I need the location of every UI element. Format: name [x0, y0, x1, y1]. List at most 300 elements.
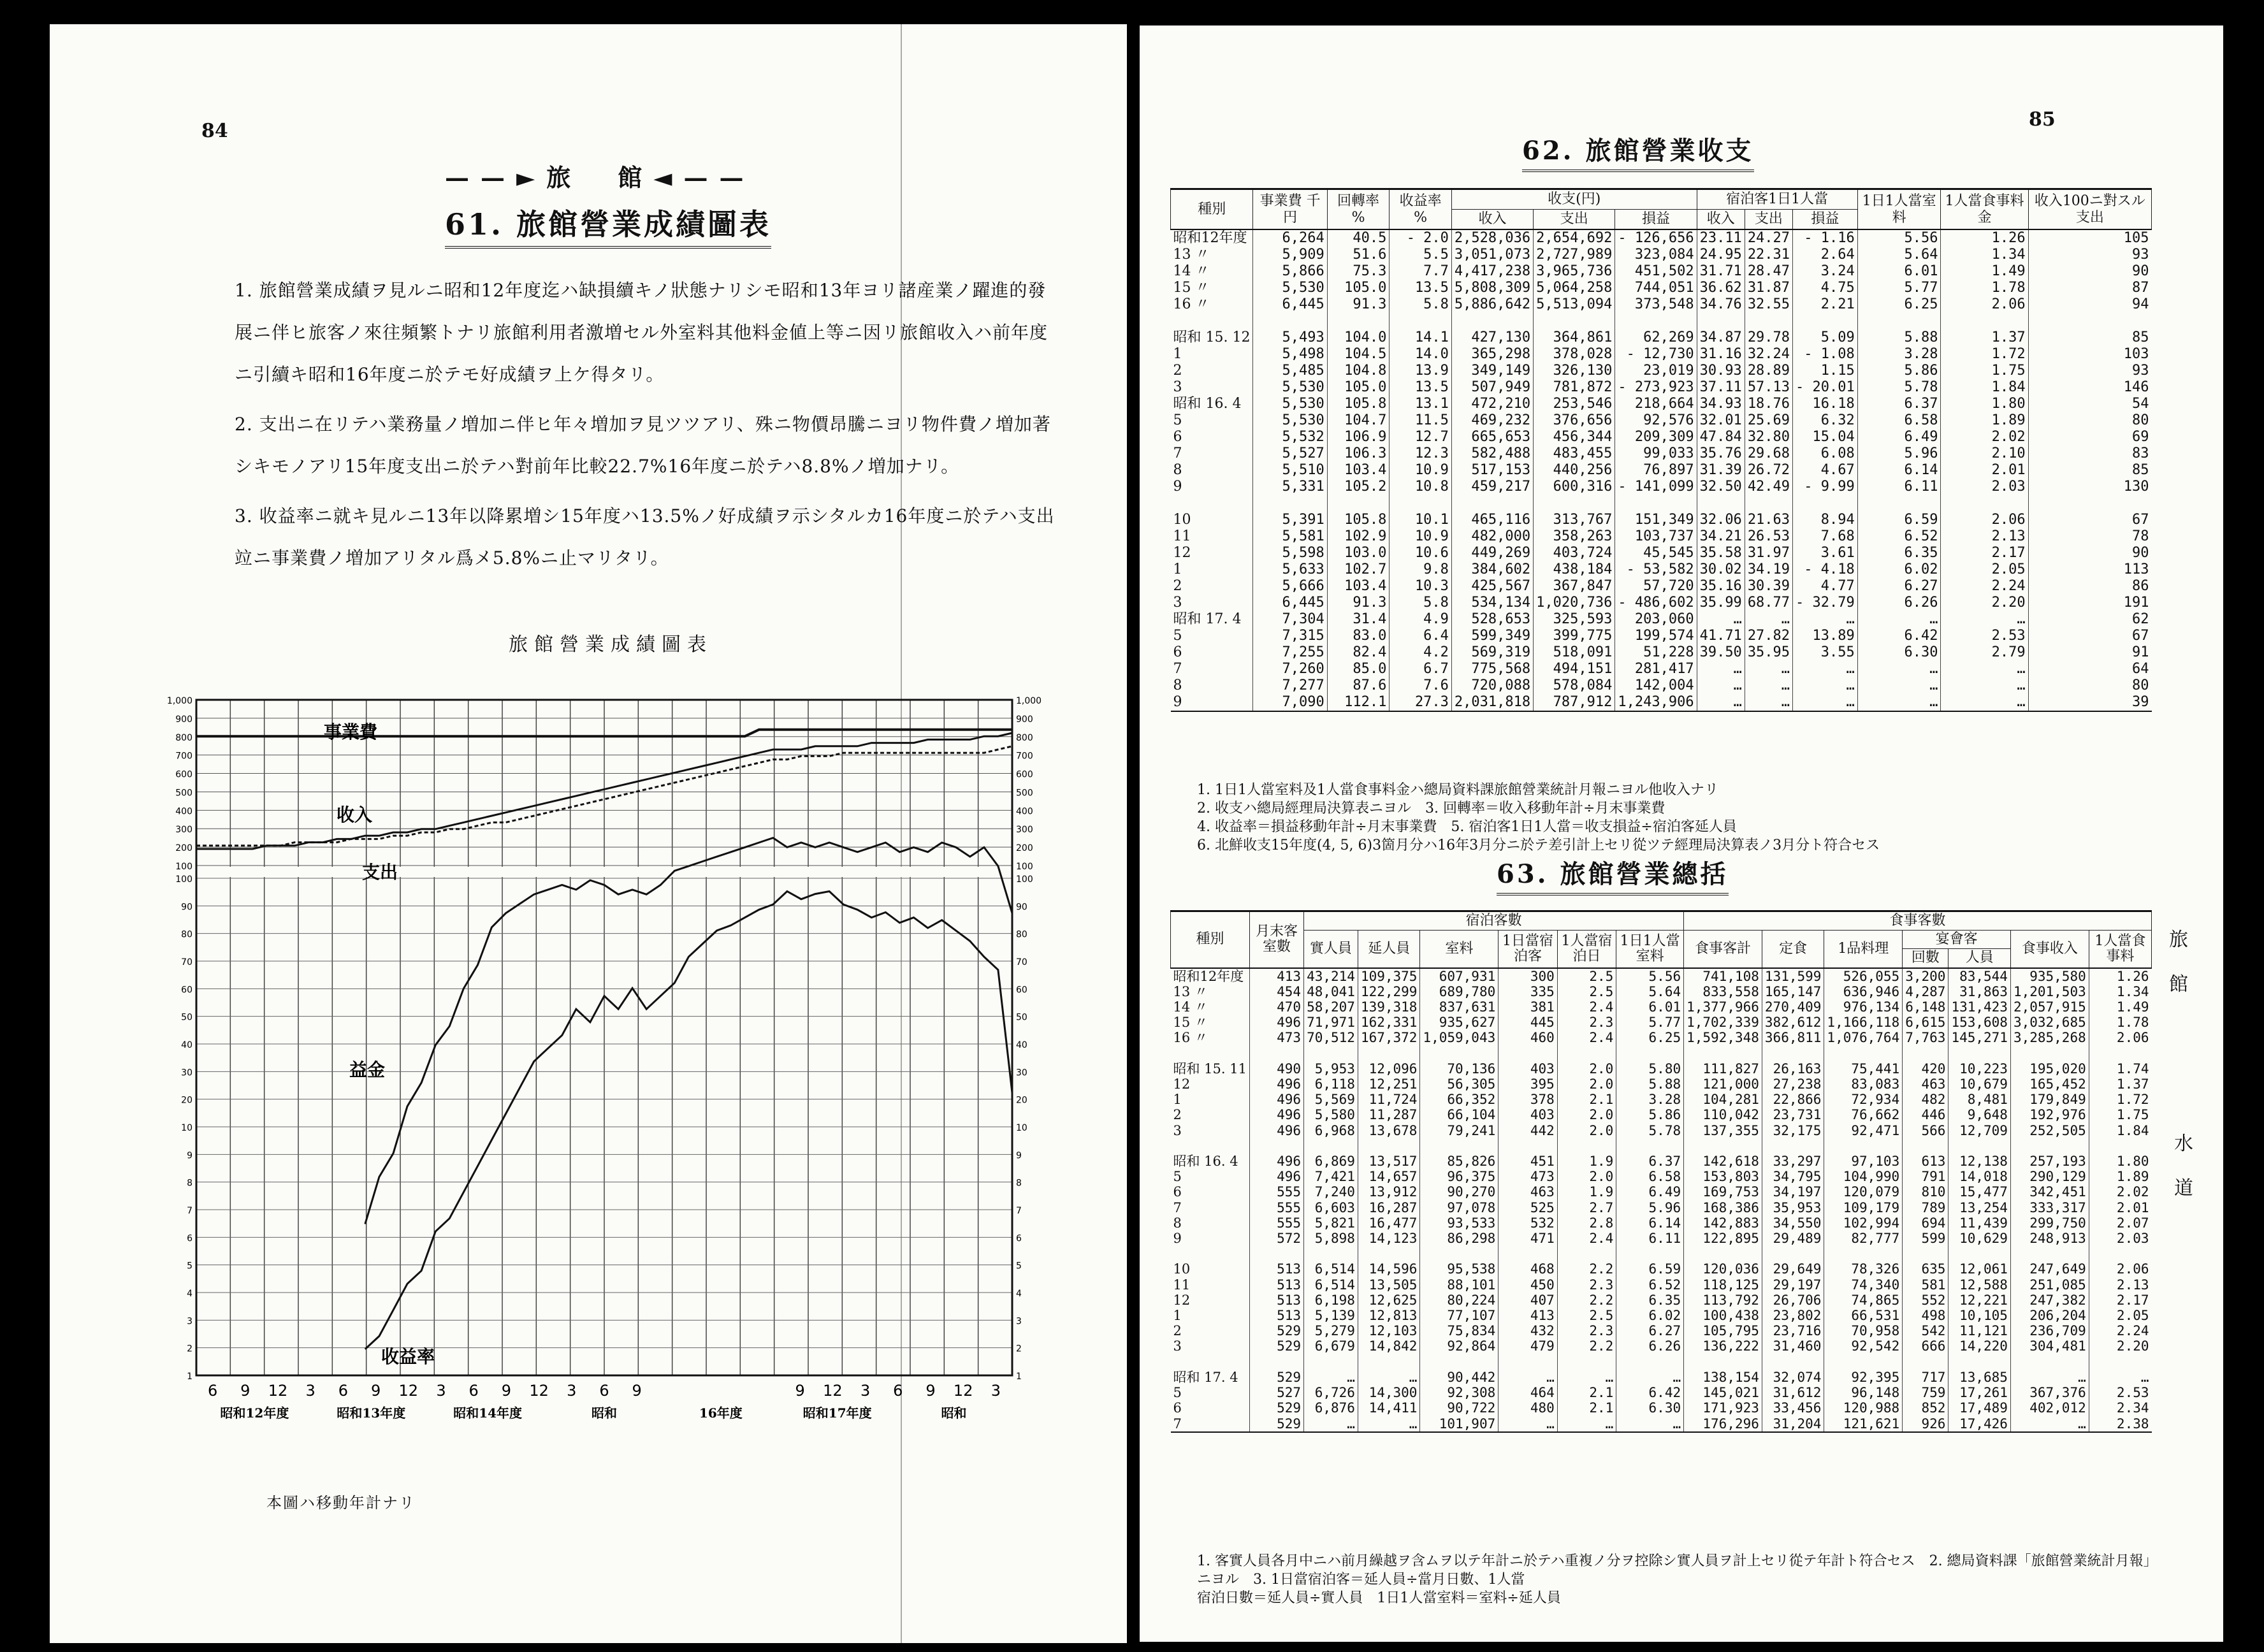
t62-cell: 5,498	[1253, 346, 1327, 363]
t62-cell: 57.13	[1745, 379, 1792, 396]
t62-cell: 83.0	[1327, 628, 1390, 644]
t62-cell: 39.50	[1697, 644, 1745, 661]
t63-cell	[1684, 1138, 1762, 1154]
x-tick: 9	[370, 1382, 381, 1400]
t62-cell: 92,576	[1615, 412, 1697, 429]
t63-cell: 791	[1903, 1169, 1948, 1184]
t62-cell: - 20.01	[1793, 379, 1858, 396]
t63-cell: 6,968	[1304, 1123, 1358, 1138]
t62-cell: …	[1745, 611, 1792, 628]
t63-cell: 92,471	[1824, 1123, 1903, 1138]
t62-row	[1171, 462, 2152, 479]
t63-cell: 96,375	[1420, 1169, 1498, 1184]
t62-cell: 34.19	[1745, 562, 1792, 578]
t62-row	[1171, 628, 2152, 644]
t62-cell: 203,060	[1615, 611, 1697, 628]
t63-cell: 16,477	[1358, 1215, 1420, 1231]
t63-cell	[1420, 1138, 1498, 1154]
t62-cell: 5,331	[1253, 479, 1327, 495]
t62-cell: 10.3	[1390, 578, 1452, 595]
t63-cell: 1,201,503	[2010, 984, 2089, 999]
t63-cell: 402,012	[2010, 1400, 2089, 1416]
t62-cell: 13.9	[1390, 363, 1452, 379]
t62-cell: 27.82	[1745, 628, 1792, 644]
t62-cell: 51,228	[1615, 644, 1697, 661]
t63-cell	[1948, 1046, 2011, 1061]
y-tick-right: 600	[1016, 769, 1033, 780]
series-label: 收益率	[381, 1346, 435, 1367]
t62-row	[1171, 446, 2152, 462]
t62-row	[1171, 396, 2152, 412]
t63-cell: 480	[1498, 1400, 1558, 1416]
t63-cell	[1249, 1246, 1303, 1261]
t63-cell: 446	[1903, 1107, 1948, 1122]
t63-row	[1171, 1261, 2152, 1277]
t62-group2: 宿泊客1日1人當	[1697, 189, 1857, 210]
t62-cell: 31.97	[1745, 545, 1792, 562]
t63-cell: 6.35	[1616, 1293, 1684, 1308]
t63-cell: 75,441	[1824, 1061, 1903, 1076]
x-group-label: 16年度	[699, 1405, 743, 1421]
y-tick-left: 900	[175, 714, 192, 725]
x-tick: 6	[468, 1382, 479, 1400]
t62-cell: 142,004	[1615, 677, 1697, 694]
t63-cell	[1557, 1046, 1616, 1061]
t63-cell: 1,166,118	[1824, 1015, 1903, 1030]
t63-cell	[1557, 1246, 1616, 1261]
t62-cell: 518,091	[1534, 644, 1615, 661]
t62-cell: 7.68	[1793, 528, 1858, 545]
t63-cell: 109,179	[1824, 1200, 1903, 1215]
t63-cell: 2,057,915	[2010, 999, 2089, 1015]
t63-cell: 1,377,966	[1684, 999, 1762, 1015]
t63-cell: 56,305	[1420, 1076, 1498, 1092]
x-tick: 3	[436, 1382, 446, 1400]
t63-cell	[1358, 1138, 1420, 1154]
t62-cell: - 4.18	[1793, 562, 1858, 578]
t63-cell: 666	[1903, 1338, 1948, 1354]
t62-cell: …	[1941, 677, 2028, 694]
t62-cell	[1171, 313, 1253, 330]
left-page	[50, 24, 1127, 1643]
t63-cell: 97,078	[1420, 1200, 1498, 1215]
t63-cell: 6.30	[1616, 1400, 1684, 1416]
t62-cell: 103.4	[1327, 462, 1390, 479]
t63-h6: 1人當宿泊日	[1557, 931, 1616, 968]
t63-cell: 299,750	[2010, 1215, 2089, 1231]
t62-cell: 32.01	[1697, 412, 1745, 429]
t62-cell: 5,598	[1253, 545, 1327, 562]
t63-cell: 5	[1173, 1169, 1182, 1185]
t62-cell	[1793, 313, 1858, 330]
t63-cell: 3	[1173, 1122, 1182, 1138]
t62-cell: 31.71	[1697, 263, 1745, 280]
t62-cell: 91	[2028, 644, 2151, 661]
t63-cell: 5,580	[1304, 1107, 1358, 1122]
t62-row	[1171, 595, 2152, 611]
t63-cell: 12	[1173, 1076, 1191, 1092]
t63-cell: 613	[1903, 1154, 1948, 1169]
t62-cell: 15 〃	[1173, 280, 1210, 296]
t63-row	[1171, 1385, 2152, 1400]
t63-cell: 120,988	[1824, 1400, 1903, 1416]
t62-cell: 2.02	[1941, 429, 2028, 446]
t62-cell: 105.8	[1327, 512, 1390, 528]
t63-cell: 247,649	[2010, 1261, 2089, 1277]
t62-cell: 8	[1173, 462, 1182, 478]
t62-cell: 32.80	[1745, 429, 1792, 446]
t62-cell: 105.2	[1327, 479, 1390, 495]
t62-cell: 87	[2028, 280, 2151, 296]
t62-cell: 42.49	[1745, 479, 1792, 495]
t62-cell: 40.5	[1327, 229, 1390, 247]
t62-cell: - 9.99	[1793, 479, 1858, 495]
t63-cell: 6.37	[1616, 1154, 1684, 1169]
page-number-left: 84	[201, 120, 228, 142]
t63-cell: 1.74	[2089, 1061, 2151, 1076]
t62-cell: 14 〃	[1173, 263, 1210, 279]
t62-cell: 35.58	[1697, 545, 1745, 562]
t62-cell: 483,455	[1534, 446, 1615, 462]
t63-cell: …	[1304, 1416, 1358, 1432]
t62-cell: 6.7	[1390, 661, 1452, 677]
t63-cell: 3.28	[1616, 1092, 1684, 1107]
t63-cell	[1684, 1354, 1762, 1370]
t63-cell: 403	[1498, 1061, 1558, 1076]
t63-cell: 460	[1498, 1030, 1558, 1045]
t63-cell	[2089, 1246, 2151, 1261]
t63-cell: 13,505	[1358, 1277, 1420, 1293]
section-heading: ——►旅 館◄——	[445, 163, 755, 192]
t62-cell: 6.11	[1857, 479, 1941, 495]
t62-row	[1171, 280, 2152, 296]
x-tick: 3	[305, 1382, 316, 1400]
t62-cell: 3.61	[1793, 545, 1858, 562]
t63-cell	[1824, 1354, 1903, 1370]
t63-cell: 1.37	[2089, 1076, 2151, 1092]
t62-cell: …	[1857, 661, 1941, 677]
t63-cell: 525	[1498, 1200, 1558, 1215]
t62-cell: 5.8	[1390, 595, 1452, 611]
t63-cell: 10,679	[1948, 1076, 2011, 1092]
t63-cell: 169,753	[1684, 1184, 1762, 1199]
x-tick: 12	[529, 1382, 549, 1400]
t63-cell: 496	[1249, 1169, 1303, 1184]
y-tick-left: 200	[175, 843, 192, 854]
t62-cell	[1390, 313, 1452, 330]
t63-cell: 82,777	[1824, 1231, 1903, 1246]
t63-h3: 延人員	[1358, 931, 1420, 968]
t63-cell: 552	[1903, 1293, 1948, 1308]
t62-h9: 損益	[1793, 210, 1858, 230]
t63-cell	[2089, 1046, 2151, 1061]
t62-cell: 2.01	[1941, 462, 2028, 479]
t63-cell: …	[1616, 1416, 1684, 1432]
t63-cell	[1948, 1138, 2011, 1154]
t62-cell: 1.75	[1941, 363, 2028, 379]
t62-cell: 199,574	[1615, 628, 1697, 644]
t63-cell: 1.9	[1557, 1184, 1616, 1199]
t63-cell: 2	[1173, 1107, 1182, 1123]
t62-cell: 85.0	[1327, 661, 1390, 677]
t63-cell: 97,103	[1824, 1154, 1903, 1169]
x-tick: 6	[599, 1382, 609, 1400]
t62-cell	[1327, 495, 1390, 512]
t63-row	[1171, 1154, 2152, 1169]
t62-cell: 1	[1173, 346, 1182, 362]
t63-cell: 8	[1173, 1215, 1182, 1231]
t63-cell: 366,811	[1762, 1030, 1824, 1045]
t63-row	[1171, 1215, 2152, 1231]
t63-cell: 479	[1498, 1338, 1558, 1354]
t62-cell: 67	[2028, 512, 2151, 528]
t63-cell: 14,300	[1358, 1385, 1420, 1400]
t63-cell: 88,101	[1420, 1277, 1498, 1293]
t63-cell: 2.53	[2089, 1385, 2151, 1400]
t63-cell: 2.3	[1557, 1323, 1616, 1338]
t63-cell: 5.77	[1616, 1015, 1684, 1030]
t63-cell: 162,331	[1358, 1015, 1420, 1030]
t63-cell: 26,163	[1762, 1061, 1824, 1076]
t62-cell: 403,724	[1534, 545, 1615, 562]
paragraph-1: 1. 旅館營業成績ヲ見ルニ昭和12年度迄ハ缺損續キノ狀態ナリシモ昭和13年ヨリ諸産業ノ躍進的發展ニ伴ヒ旅客ノ來往頻繁トナリ旅館利用者激増セル外室料其他料金値上等ニ因リ旅館收入ハ前年度ニ引續キ昭和16年度ニ於テモ好成績ヲ上ケ得タリ。	[235, 280, 1049, 385]
t62-cell: - 273,923	[1615, 379, 1697, 396]
t62-cell	[1615, 495, 1697, 512]
title-62: 62. 旅館營業收支	[1522, 131, 1754, 172]
t62-cell: 113	[2028, 562, 2151, 578]
t62-cell: 15.04	[1793, 429, 1858, 446]
t62-h0: 種別	[1171, 189, 1253, 230]
t62-cell	[1534, 313, 1615, 330]
t63-cell: 31,460	[1762, 1338, 1824, 1354]
t63-cell: 463	[1498, 1184, 1558, 1199]
t63-cell: 192,976	[2010, 1107, 2089, 1122]
t62-cell: 8.94	[1793, 512, 1858, 528]
t63-cell	[1684, 1246, 1762, 1261]
t62-cell: 7,304	[1253, 611, 1327, 628]
t62-cell: …	[1941, 661, 2028, 677]
t63-cell: 153,803	[1684, 1169, 1762, 1184]
t63-cell: 2.02	[2089, 1184, 2151, 1199]
t63-cell: 451	[1498, 1154, 1558, 1169]
t62-cell	[1793, 495, 1858, 512]
series-line	[365, 892, 1012, 1349]
t62-cell: 昭和 15. 12	[1173, 330, 1251, 345]
t62-cell: 6,445	[1253, 595, 1327, 611]
t63-cell: 17,261	[1948, 1385, 2011, 1400]
t63-cell: 105,795	[1684, 1323, 1762, 1338]
t62-cell: 5.86	[1857, 363, 1941, 379]
t62-cell: 3,051,073	[1451, 247, 1533, 263]
t63-cell: 2.2	[1557, 1261, 1616, 1277]
t63-cell: 1	[1173, 1308, 1182, 1324]
t62-cell: 1.26	[1941, 229, 2028, 247]
t62-cell: 91.3	[1327, 296, 1390, 313]
t63-cell: 6.27	[1616, 1323, 1684, 1338]
t63-cell: 71,971	[1304, 1015, 1358, 1030]
t63-cell: 555	[1249, 1184, 1303, 1199]
y-tick-right: 30	[1016, 1068, 1027, 1078]
t63-cell: 80,224	[1420, 1293, 1498, 1308]
t62-cell: 91.3	[1327, 595, 1390, 611]
t63-cell: 12,251	[1358, 1076, 1420, 1092]
t62-cell: 3.55	[1793, 644, 1858, 661]
side-tab-label: 旅館	[2169, 929, 2188, 996]
t63-cell: 7,421	[1304, 1169, 1358, 1184]
t63-cell: 113,792	[1684, 1293, 1762, 1308]
t62-cell: 582,488	[1451, 446, 1533, 462]
t62-cell: 494,151	[1534, 661, 1615, 677]
t63-h13: 食事收入	[2010, 931, 2089, 968]
t62-cell: 16.18	[1793, 396, 1858, 412]
t62-cell: 6.35	[1857, 545, 1941, 562]
t62-cell: 32.50	[1697, 479, 1745, 495]
t62-cell: 6.59	[1857, 512, 1941, 528]
t62-cell: 5,808,309	[1451, 280, 1533, 296]
t63-cell	[1304, 1138, 1358, 1154]
t63-cell: …	[2010, 1370, 2089, 1385]
t63-cell: 121,000	[1684, 1076, 1762, 1092]
y-tick-left: 70	[181, 957, 192, 967]
t63-cell: 926	[1903, 1416, 1948, 1432]
t62-cell: …	[1941, 611, 2028, 628]
t63-cell: 32,175	[1762, 1123, 1824, 1138]
t63-cell: 2.2	[1557, 1293, 1616, 1308]
t63-cell	[1420, 1246, 1498, 1261]
x-group-label: 昭和17年度	[802, 1405, 872, 1421]
t62-cell: 373,548	[1615, 296, 1697, 313]
t63-cell: 206,204	[2010, 1308, 2089, 1323]
t63-cell	[1249, 1354, 1303, 1370]
t62-cell: …	[1941, 694, 2028, 711]
t62-row	[1171, 661, 2152, 677]
t63-cell: 810	[1903, 1184, 1948, 1199]
t63-cell: 496	[1249, 1015, 1303, 1030]
t62-cell: 16 〃	[1173, 296, 1210, 312]
t62-cell: 5,666	[1253, 578, 1327, 595]
chart-footnote: 本圖ハ移動年計ナリ	[266, 1494, 416, 1512]
t63-cell: 13,678	[1358, 1123, 1420, 1138]
t62-h11: 1人當食事料金	[1941, 189, 2028, 230]
t62-cell: 5,485	[1253, 363, 1327, 379]
t63-cell	[2010, 1138, 2089, 1154]
t62-cell: 507,949	[1451, 379, 1533, 396]
t63-cell: 529	[1249, 1370, 1303, 1385]
y-tick-left: 700	[175, 751, 192, 762]
t63-cell: 2.7	[1557, 1200, 1616, 1215]
t63-cell: 14,220	[1948, 1338, 2011, 1354]
t63-cell	[1358, 1246, 1420, 1261]
t62-cell: 69	[2028, 429, 2151, 446]
t63-cell: 5.88	[1616, 1076, 1684, 1092]
t62-cell: 449,269	[1451, 545, 1533, 562]
y-tick-right: 800	[1016, 732, 1033, 743]
t62-cell: 5.8	[1390, 296, 1452, 313]
t62-cell: 13 〃	[1173, 247, 1210, 263]
t63-cell: 11,287	[1358, 1107, 1420, 1122]
y-tick-left: 400	[175, 806, 192, 817]
t63-cell: 14,123	[1358, 1231, 1420, 1246]
t62-cell: 146	[2028, 379, 2151, 396]
t62-cell: 6.42	[1857, 628, 1941, 644]
t62-cell: 1	[1173, 562, 1182, 577]
t62-cell: 2,727,989	[1534, 247, 1615, 263]
t63-cell: 6,514	[1304, 1261, 1358, 1277]
t63-cell: 12	[1173, 1292, 1191, 1308]
t62-cell: 21.63	[1745, 512, 1792, 528]
t62-cell: 7,315	[1253, 628, 1327, 644]
y-tick-right: 300	[1016, 825, 1033, 836]
t63-cell: 470	[1249, 999, 1303, 1015]
t62-h6: 損益	[1615, 210, 1697, 230]
t63-cell: 6.11	[1616, 1231, 1684, 1246]
t63-cell: 14,596	[1358, 1261, 1420, 1277]
t63-cell: 513	[1249, 1277, 1303, 1293]
t63-h12: 人員	[1948, 949, 2011, 968]
t62-cell: 5	[1173, 412, 1182, 428]
t63-cell: 7	[1173, 1199, 1182, 1215]
t63-cell: 445	[1498, 1015, 1558, 1030]
t63-cell: 31,204	[1762, 1416, 1824, 1432]
t62-cell: 104.5	[1327, 346, 1390, 363]
t63-cell: 43,214	[1304, 968, 1358, 984]
t62-row	[1171, 528, 2152, 545]
t62-cell: 2.64	[1793, 247, 1858, 263]
t62-cell: 62,269	[1615, 330, 1697, 346]
t62-h3: 收益率 %	[1390, 189, 1452, 230]
t62-cell: 昭和 16. 4	[1173, 396, 1242, 412]
t62-cell	[1745, 495, 1792, 512]
t63-h9: 定食	[1762, 931, 1824, 968]
t62-cell: 469,232	[1451, 412, 1533, 429]
t62-cell: …	[1793, 611, 1858, 628]
t63-row	[1171, 1015, 2152, 1030]
t63-cell: 6,514	[1304, 1277, 1358, 1293]
t62-cell: 6.52	[1857, 528, 1941, 545]
t62-cell: 67	[2028, 628, 2151, 644]
t63-cell: 72,934	[1824, 1092, 1903, 1107]
t62-cell: 5.77	[1857, 280, 1941, 296]
t63-cell	[1824, 1138, 1903, 1154]
t62-cell	[1697, 495, 1745, 512]
t63-cell: 6.01	[1616, 999, 1684, 1015]
y-tick-right: 100	[1016, 874, 1033, 885]
t62-cell: 32.24	[1745, 346, 1792, 363]
y-tick-left: 5	[187, 1261, 192, 1272]
t62-cell: 2.10	[1941, 446, 2028, 462]
t62-cell: 427,130	[1451, 330, 1533, 346]
t63-cell: 529	[1249, 1323, 1303, 1338]
t62-cell: 25.69	[1745, 412, 1792, 429]
business-chart	[158, 668, 1063, 1452]
t63-cell: 2.3	[1557, 1015, 1616, 1030]
t62-row	[1171, 330, 2152, 346]
t62-cell: 1.80	[1941, 396, 2028, 412]
t63-cell: 70,136	[1420, 1061, 1498, 1076]
t63-cell: 6.25	[1616, 1030, 1684, 1045]
t62-cell: 64	[2028, 661, 2151, 677]
t62-cell: 1.78	[1941, 280, 2028, 296]
t63-cell: 142,883	[1684, 1215, 1762, 1231]
t63-row	[1171, 1400, 2152, 1416]
t62-cell: 7.6	[1390, 677, 1452, 694]
t63-cell	[1903, 1046, 1948, 1061]
t63-cell: 1.34	[2089, 984, 2151, 999]
t62-cell: 376,656	[1534, 412, 1615, 429]
t63-cell: 122,299	[1358, 984, 1420, 999]
t62-cell: 82.4	[1327, 644, 1390, 661]
t62-cell: 9	[1173, 694, 1182, 710]
